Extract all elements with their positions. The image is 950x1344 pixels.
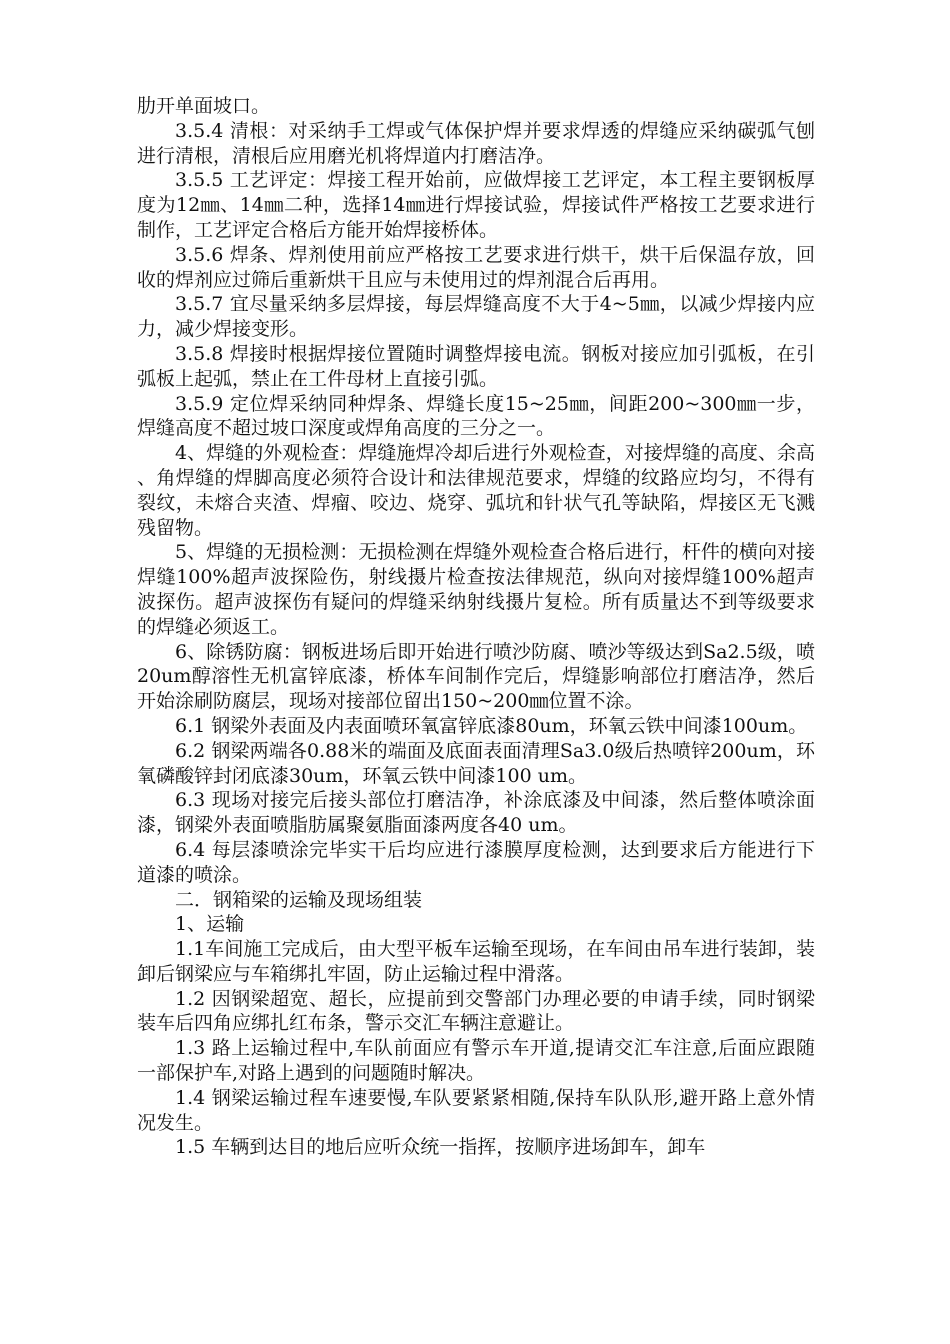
paragraph-1-2: 1.2 因钢梁超宽、超长，应提前到交警部门办理必要的申请手续，同时钢梁装车后四角应绑扎红布条，警示交汇车辆注意避让。 xyxy=(137,987,815,1035)
paragraph-5-nondestructive-test: 5、焊缝的无损检测：无损检测在焊缝外观检查合格后进行，杆件的横向对接焊缝100%超声波探险伤，射线摄片检查按法律规范，纵向对接焊缝100%超声波探伤。超声波探伤有疑问的焊缝采纳射线摄片复检。所有质量达不到等级要求的焊缝必须返工。 xyxy=(137,541,815,638)
paragraph-6-3: 6.3 现场对接完后接头部位打磨洁净，补涂底漆及中间漆，然后整体喷涂面漆，钢梁外表面喷脂肪属聚氨脂面漆两度各40 um。 xyxy=(137,789,815,837)
paragraph-6-1: 6.1 钢梁外表面及内表面喷环氧富锌底漆80um，环氧云铁中间漆100um。 xyxy=(175,714,808,737)
paragraph-4-weld-inspection: 4、焊缝的外观检查：焊缝施焊冷却后进行外观检查，对接焊缝的高度、余高、角焊缝的焊脚高度必须符合设计和法律规范要求，焊缝的纹路应均匀，不得有裂纹，未熔合夹渣、焊瘤、咬边、烧穿、弧坑和针状气孔等缺陷，焊接区无飞溅残留物。 xyxy=(137,442,815,539)
paragraph-continuation: 肋开单面坡口。 xyxy=(137,95,271,117)
paragraph-3-5-4: 3.5.4 清根：对采纳手工焊或气体保护焊并要求焊透的焊缝应采纳碳弧气刨进行清根，清根后应用磨光机将焊道内打磨洁净。 xyxy=(137,119,815,167)
paragraph-3-5-5: 3.5.5 工艺评定：焊接工程开始前，应做焊接工艺评定，本工程主要钢板厚度为12㎜、14㎜二种，选择14㎜进行焊接试验，焊接试件严格按工艺要求进行制作，工艺评定合格后方能开始焊接桥体。 xyxy=(137,169,815,241)
paragraph-6-2: 6.2 钢梁两端各0.88米的端面及底面表面清理Sa3.0级后热喷锌200um，环氧磷酸锌封闭底漆30um，环氧云铁中间漆100 um。 xyxy=(137,739,815,787)
paragraph-3-5-6: 3.5.6 焊条、焊剂使用前应严格按工艺要求进行烘干，烘干后保温存放，回收的焊剂应过筛后重新烘干且应与未使用过的焊剂混合后再用。 xyxy=(137,243,815,291)
section-heading-transport-assembly: 二．钢箱梁的运输及现场组装 xyxy=(175,888,423,911)
subsection-heading-transport: 1、运输 xyxy=(175,913,245,936)
document-page xyxy=(137,94,815,1160)
paragraph-3-5-9: 3.5.9 定位焊采纳同种焊条、焊缝长度15~25㎜，间距200~300㎜一步，焊缝高度不超过坡口深度或焊角高度的三分之一。 xyxy=(137,392,815,440)
paragraph-3-5-7: 3.5.7 宜尽量采纳多层焊接，每层焊缝高度不大于4~5㎜，以减少焊接内应力，减少焊接变形。 xyxy=(137,293,815,341)
paragraph-6-anticorrosion: 6、除锈防腐：钢板进场后即开始进行喷沙防腐、喷沙等级达到Sa2.5级，喷20um醇溶性无机富锌底漆，桥体车间制作完后，焊缝影响部位打磨洁净，然后开始涂刷防腐层，现场对接部位留出150~200㎜位置不涂。 xyxy=(137,640,815,713)
paragraph-1-1: 1.1车间施工完成后，由大型平板车运输至现场，在车间由吊车进行装卸，装卸后钢梁应与车箱绑扎牢固，防止运输过程中滑落。 xyxy=(137,938,815,985)
paragraph-1-3: 1.3 路上运输过程中,车队前面应有警示车开道,提请交汇车注意,后面应跟随一部保护车,对路上遇到的问题随时解决。 xyxy=(137,1037,815,1085)
paragraph-1-5: 1.5 车辆到达目的地后应听众统一指挥，按顺序进场卸车，卸车 xyxy=(175,1136,706,1159)
paragraph-3-5-8: 3.5.8 焊接时根据焊接位置随时调整焊接电流。钢板对接应加引弧板，在引弧板上起弧，禁止在工件母材上直接引弧。 xyxy=(137,342,815,390)
paragraph-6-4: 6.4 每层漆喷涂完毕实干后均应进行漆膜厚度检测，达到要求后方能进行下道漆的喷涂。 xyxy=(137,838,815,886)
paragraph-1-4: 1.4 钢梁运输过程车速要慢,车队要紧紧相随,保持车队队形,避开路上意外情况发生。 xyxy=(137,1086,815,1134)
